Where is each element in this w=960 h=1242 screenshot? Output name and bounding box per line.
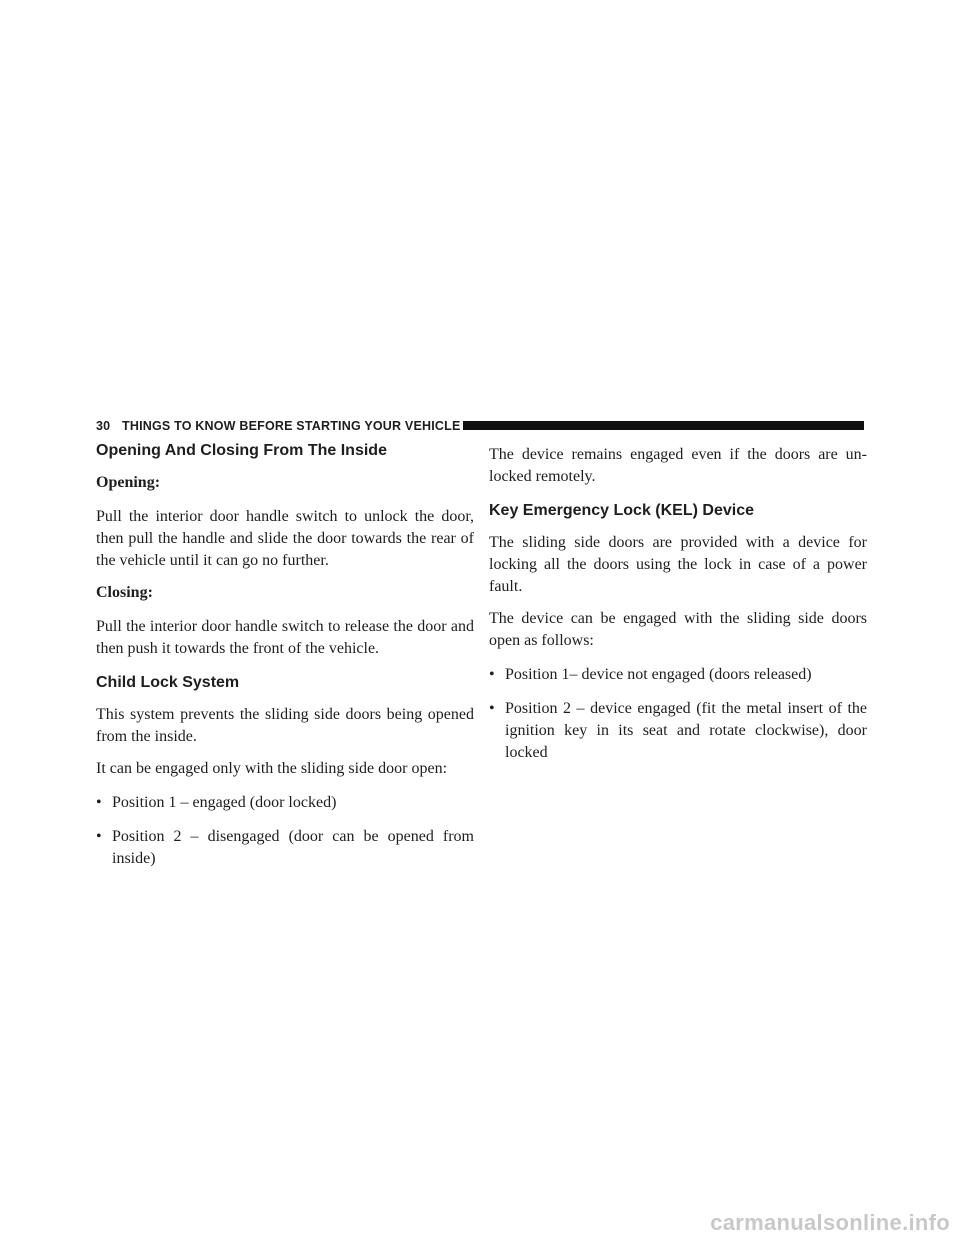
left-column <box>96 440 474 870</box>
list-item: • Position 1 – engaged (door locked) <box>96 792 474 814</box>
list-item: • Position 1– device not engaged (doors released) <box>489 664 867 686</box>
bullet-icon: • <box>96 828 102 845</box>
kel-bullet-list <box>489 664 867 764</box>
bullet-icon: • <box>489 666 495 683</box>
opening-paragraph: Pull the interior door handle switch to unlock the door, then pull the handle and slide the door towards the rear of the vehicle until it can go no further. <box>96 508 474 569</box>
running-section-title: THINGS TO KNOW BEFORE STARTING YOUR VEHICLE <box>122 419 461 433</box>
heading-opening-closing: Opening And Closing From The Inside <box>96 442 387 459</box>
heading-child-lock: Child Lock System <box>96 674 240 691</box>
closing-label: Closing: <box>96 584 153 601</box>
kel-paragraph-1: The sliding side doors are provided with a device for locking all the doors using the lock in case of a power fault. <box>489 534 867 595</box>
list-item: • Position 2 – device engaged (fit the metal insert of the ignition key in its seat and rotate clockwise), door locked <box>489 700 867 761</box>
continued-paragraph: The device remains engaged even if the doors are un-locked remotely. <box>489 446 867 485</box>
watermark-text: carmanualsonline.info <box>710 1210 950 1235</box>
child-lock-bullet-list <box>96 792 474 870</box>
page-header <box>96 418 864 434</box>
kel-paragraph-2: The device can be engaged with the sliding side doors open as follows: <box>489 610 867 649</box>
child-lock-paragraph-1: This system prevents the sliding side doors being opened from the inside. <box>96 706 474 745</box>
page-number: 30 <box>96 419 111 433</box>
heading-kel-device: Key Emergency Lock (KEL) Device <box>489 502 754 519</box>
bullet-icon: • <box>489 700 495 717</box>
bullet-icon: • <box>96 794 102 811</box>
header-rule-bar <box>463 421 864 430</box>
child-lock-paragraph-2: It can be engaged only with the sliding side door open: <box>96 760 448 777</box>
closing-paragraph: Pull the interior door handle switch to release the door and then push it towards the front of the vehicle. <box>96 618 474 657</box>
right-column <box>489 444 867 764</box>
opening-label: Opening: <box>96 474 161 491</box>
list-item: • Position 2 – disengaged (door can be opened from inside) <box>96 828 474 867</box>
